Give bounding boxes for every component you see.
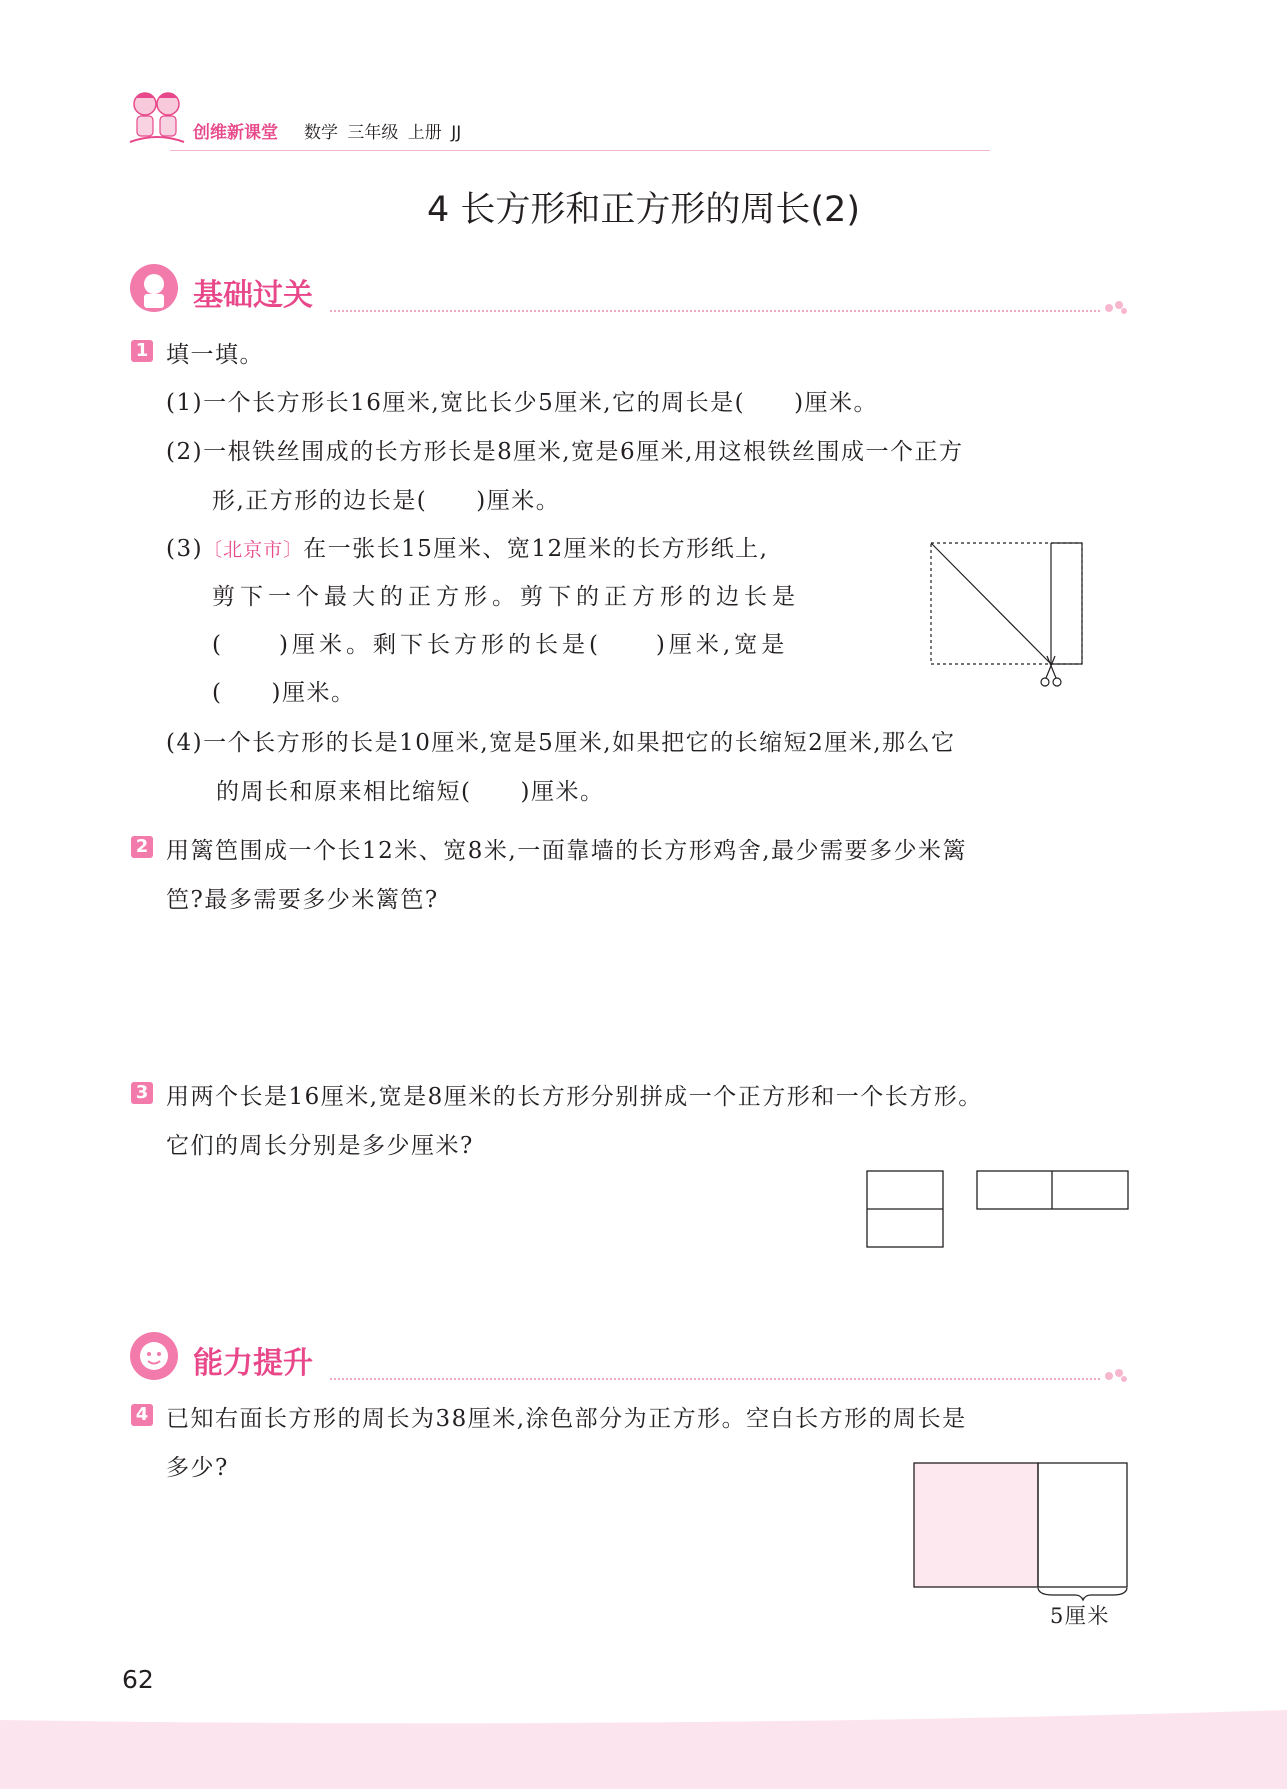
section-title-basic: 基础过关 — [193, 278, 313, 313]
section-divider — [330, 1378, 1100, 1380]
q2-line2: 笆?最多需要多少米篱笆? — [166, 887, 439, 913]
book-subject: 数学 三年级 上册 JJ — [304, 123, 462, 143]
q1-part3-text: 在一张长15厘米、宽12厘米的长方形纸上, — [303, 536, 769, 562]
q4-figure-label: 5厘米 — [1050, 1604, 1110, 1628]
question-number-2: 2 — [131, 836, 153, 858]
q1-part3-prefix: (3) — [166, 536, 204, 562]
q4-line2: 多少? — [166, 1455, 229, 1481]
width-brace — [1038, 1588, 1127, 1600]
q3-line1: 用两个长是16厘米,宽是8厘米的长方形分别拼成一个正方形和一个长方形。 — [166, 1084, 983, 1110]
section-advanced-icon — [128, 1330, 180, 1382]
q4-rectangle-figure — [913, 1460, 1131, 1598]
dots-decoration-icon — [1103, 300, 1129, 316]
q1-part2-line1: (2)一根铁丝围成的长方形长是8厘米,宽是6厘米,用这根铁丝围成一个正方 — [166, 439, 964, 465]
q1-part3-line3: ( )厘米。剩下长方形的长是( )厘米,宽是 — [212, 632, 789, 658]
q1-part3-line1 — [166, 530, 768, 563]
q4-line1: 已知右面长方形的周长为38厘米,涂色部分为正方形。空白长方形的周长是 — [166, 1406, 967, 1432]
q1-stem: 填一填。 — [166, 342, 264, 368]
q3-square-figure — [866, 1170, 946, 1250]
region-tag: 〔北京市〕 — [203, 539, 304, 561]
footer-band — [0, 1700, 1287, 1789]
blank-rectangle — [1038, 1463, 1127, 1587]
q1-part3-line4: ( )厘米。 — [212, 680, 356, 706]
section-title-advanced: 能力提升 — [193, 1346, 313, 1381]
question-number-4: 4 — [131, 1404, 153, 1426]
page-title: 4 长方形和正方形的周长(2) — [427, 190, 860, 230]
q2-line1: 用篱笆围成一个长12米、宽8米,一面靠墙的长方形鸡舍,最少需要多少米篱 — [166, 838, 968, 864]
q3-line2: 它们的周长分别是多少厘米? — [166, 1133, 474, 1159]
children-mascot-icon — [128, 88, 186, 150]
dots-decoration-icon — [1103, 1368, 1129, 1384]
q1-part1: (1)一个长方形长16厘米,宽比长少5厘米,它的周长是( )厘米。 — [166, 390, 879, 416]
page-number: 62 — [122, 1665, 154, 1694]
section-divider — [330, 310, 1100, 312]
question-number-3: 3 — [131, 1082, 153, 1104]
q1-part4-line1: (4)一个长方形的长是10厘米,宽是5厘米,如果把它的长缩短2厘米,那么它 — [166, 730, 956, 756]
header-divider — [170, 150, 990, 151]
cut-square-figure — [930, 542, 1086, 692]
q1-part3-line2: 剪下一个最大的正方形。剪下的正方形的边长是 — [212, 584, 800, 610]
section-basic-icon — [128, 262, 180, 314]
question-number-1: 1 — [131, 340, 153, 362]
q1-part2-line2: 形,正方形的边长是( )厘米。 — [212, 488, 561, 514]
q1-part4-line2: 的周长和原来相比缩短( )厘米。 — [216, 779, 605, 805]
q3-rectangle-figure — [976, 1170, 1130, 1212]
shaded-square — [914, 1463, 1038, 1587]
brand-name: 创维新课堂 — [193, 123, 278, 143]
